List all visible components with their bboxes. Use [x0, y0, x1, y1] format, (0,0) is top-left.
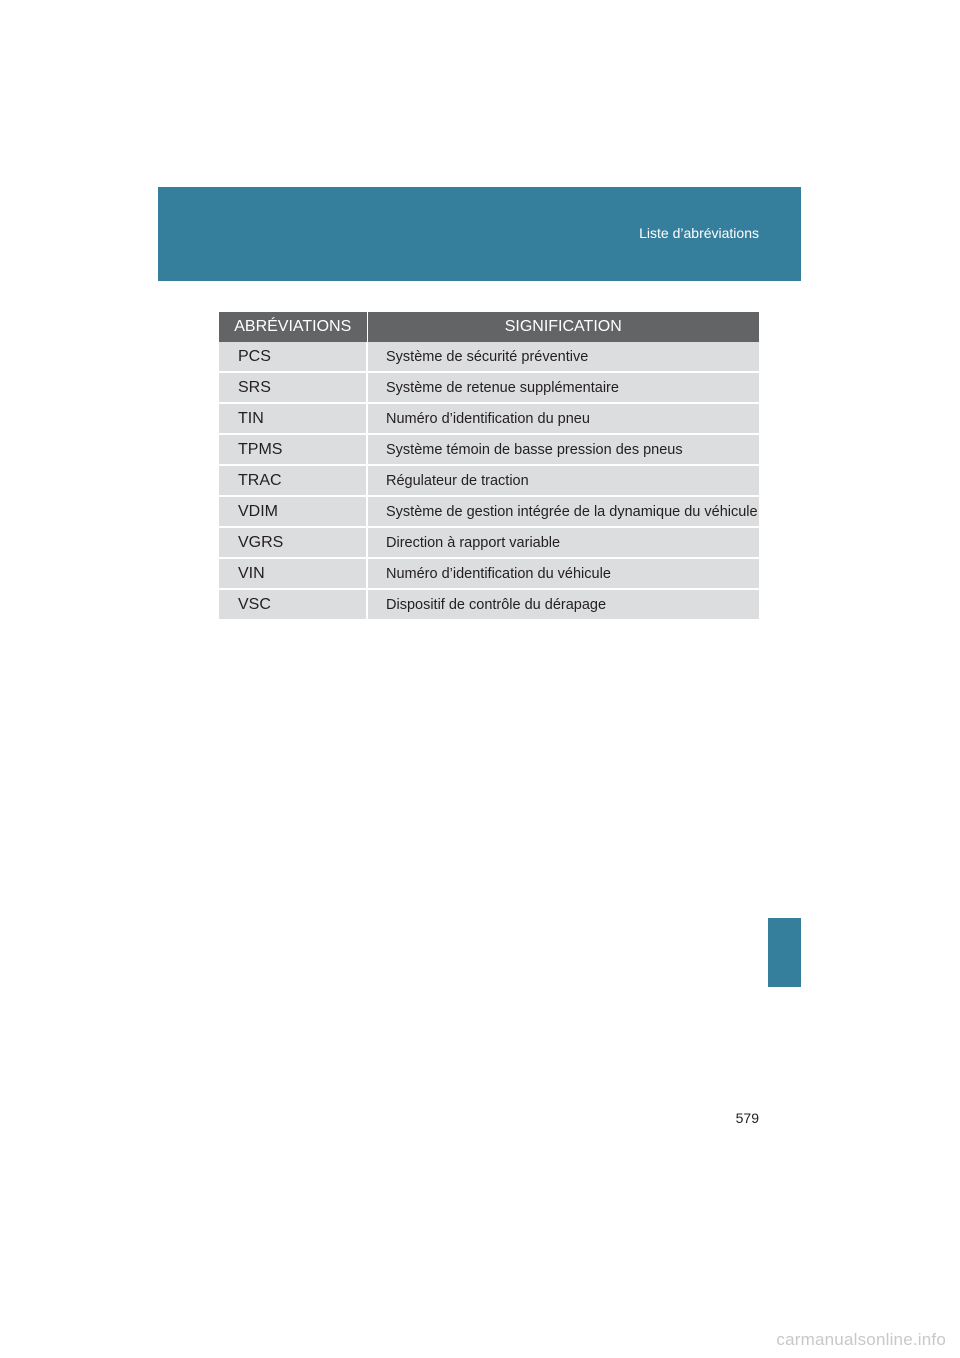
abbreviation-cell: TIN — [219, 403, 367, 434]
abbreviation-cell: VSC — [219, 589, 367, 620]
abbreviation-cell: TRAC — [219, 465, 367, 496]
abbreviation-cell: VIN — [219, 558, 367, 589]
table-row — [219, 342, 759, 372]
watermark-text: carmanualsonline.info — [776, 1330, 946, 1349]
meaning-cell: Dispositif de contrôle du dérapage — [367, 589, 759, 620]
section-header-band — [158, 187, 801, 281]
meaning-cell: Régulateur de traction — [367, 465, 759, 496]
table-header-row — [219, 312, 759, 342]
meaning-cell: Numéro d’identification du véhicule — [367, 558, 759, 589]
column-header-signification: SIGNIFICATION — [367, 312, 759, 342]
table-row — [219, 465, 759, 496]
table-row — [219, 403, 759, 434]
table-row — [219, 372, 759, 403]
meaning-cell: Système de gestion intégrée de la dynamique du véhicule — [367, 496, 759, 527]
meaning-cell: Système témoin de basse pression des pneus — [367, 434, 759, 465]
abbreviation-cell: SRS — [219, 372, 367, 403]
section-title: Liste d’abréviations — [639, 225, 759, 241]
column-header-abbreviations: ABRÉVIATIONS — [219, 312, 367, 342]
page-number: 579 — [735, 1110, 759, 1126]
table-row — [219, 589, 759, 620]
abbreviation-cell: PCS — [219, 342, 367, 372]
table-row — [219, 496, 759, 527]
meaning-cell: Numéro d’identification du pneu — [367, 403, 759, 434]
table-row — [219, 527, 759, 558]
meaning-cell: Système de retenue supplémentaire — [367, 372, 759, 403]
abbreviation-cell: VGRS — [219, 527, 367, 558]
abbreviation-cell: TPMS — [219, 434, 367, 465]
chapter-side-tab — [768, 918, 801, 987]
meaning-cell: Système de sécurité préventive — [367, 342, 759, 372]
table-row — [219, 558, 759, 589]
table-row — [219, 434, 759, 465]
meaning-cell: Direction à rapport variable — [367, 527, 759, 558]
abbreviation-cell: VDIM — [219, 496, 367, 527]
abbreviations-table — [219, 312, 759, 621]
